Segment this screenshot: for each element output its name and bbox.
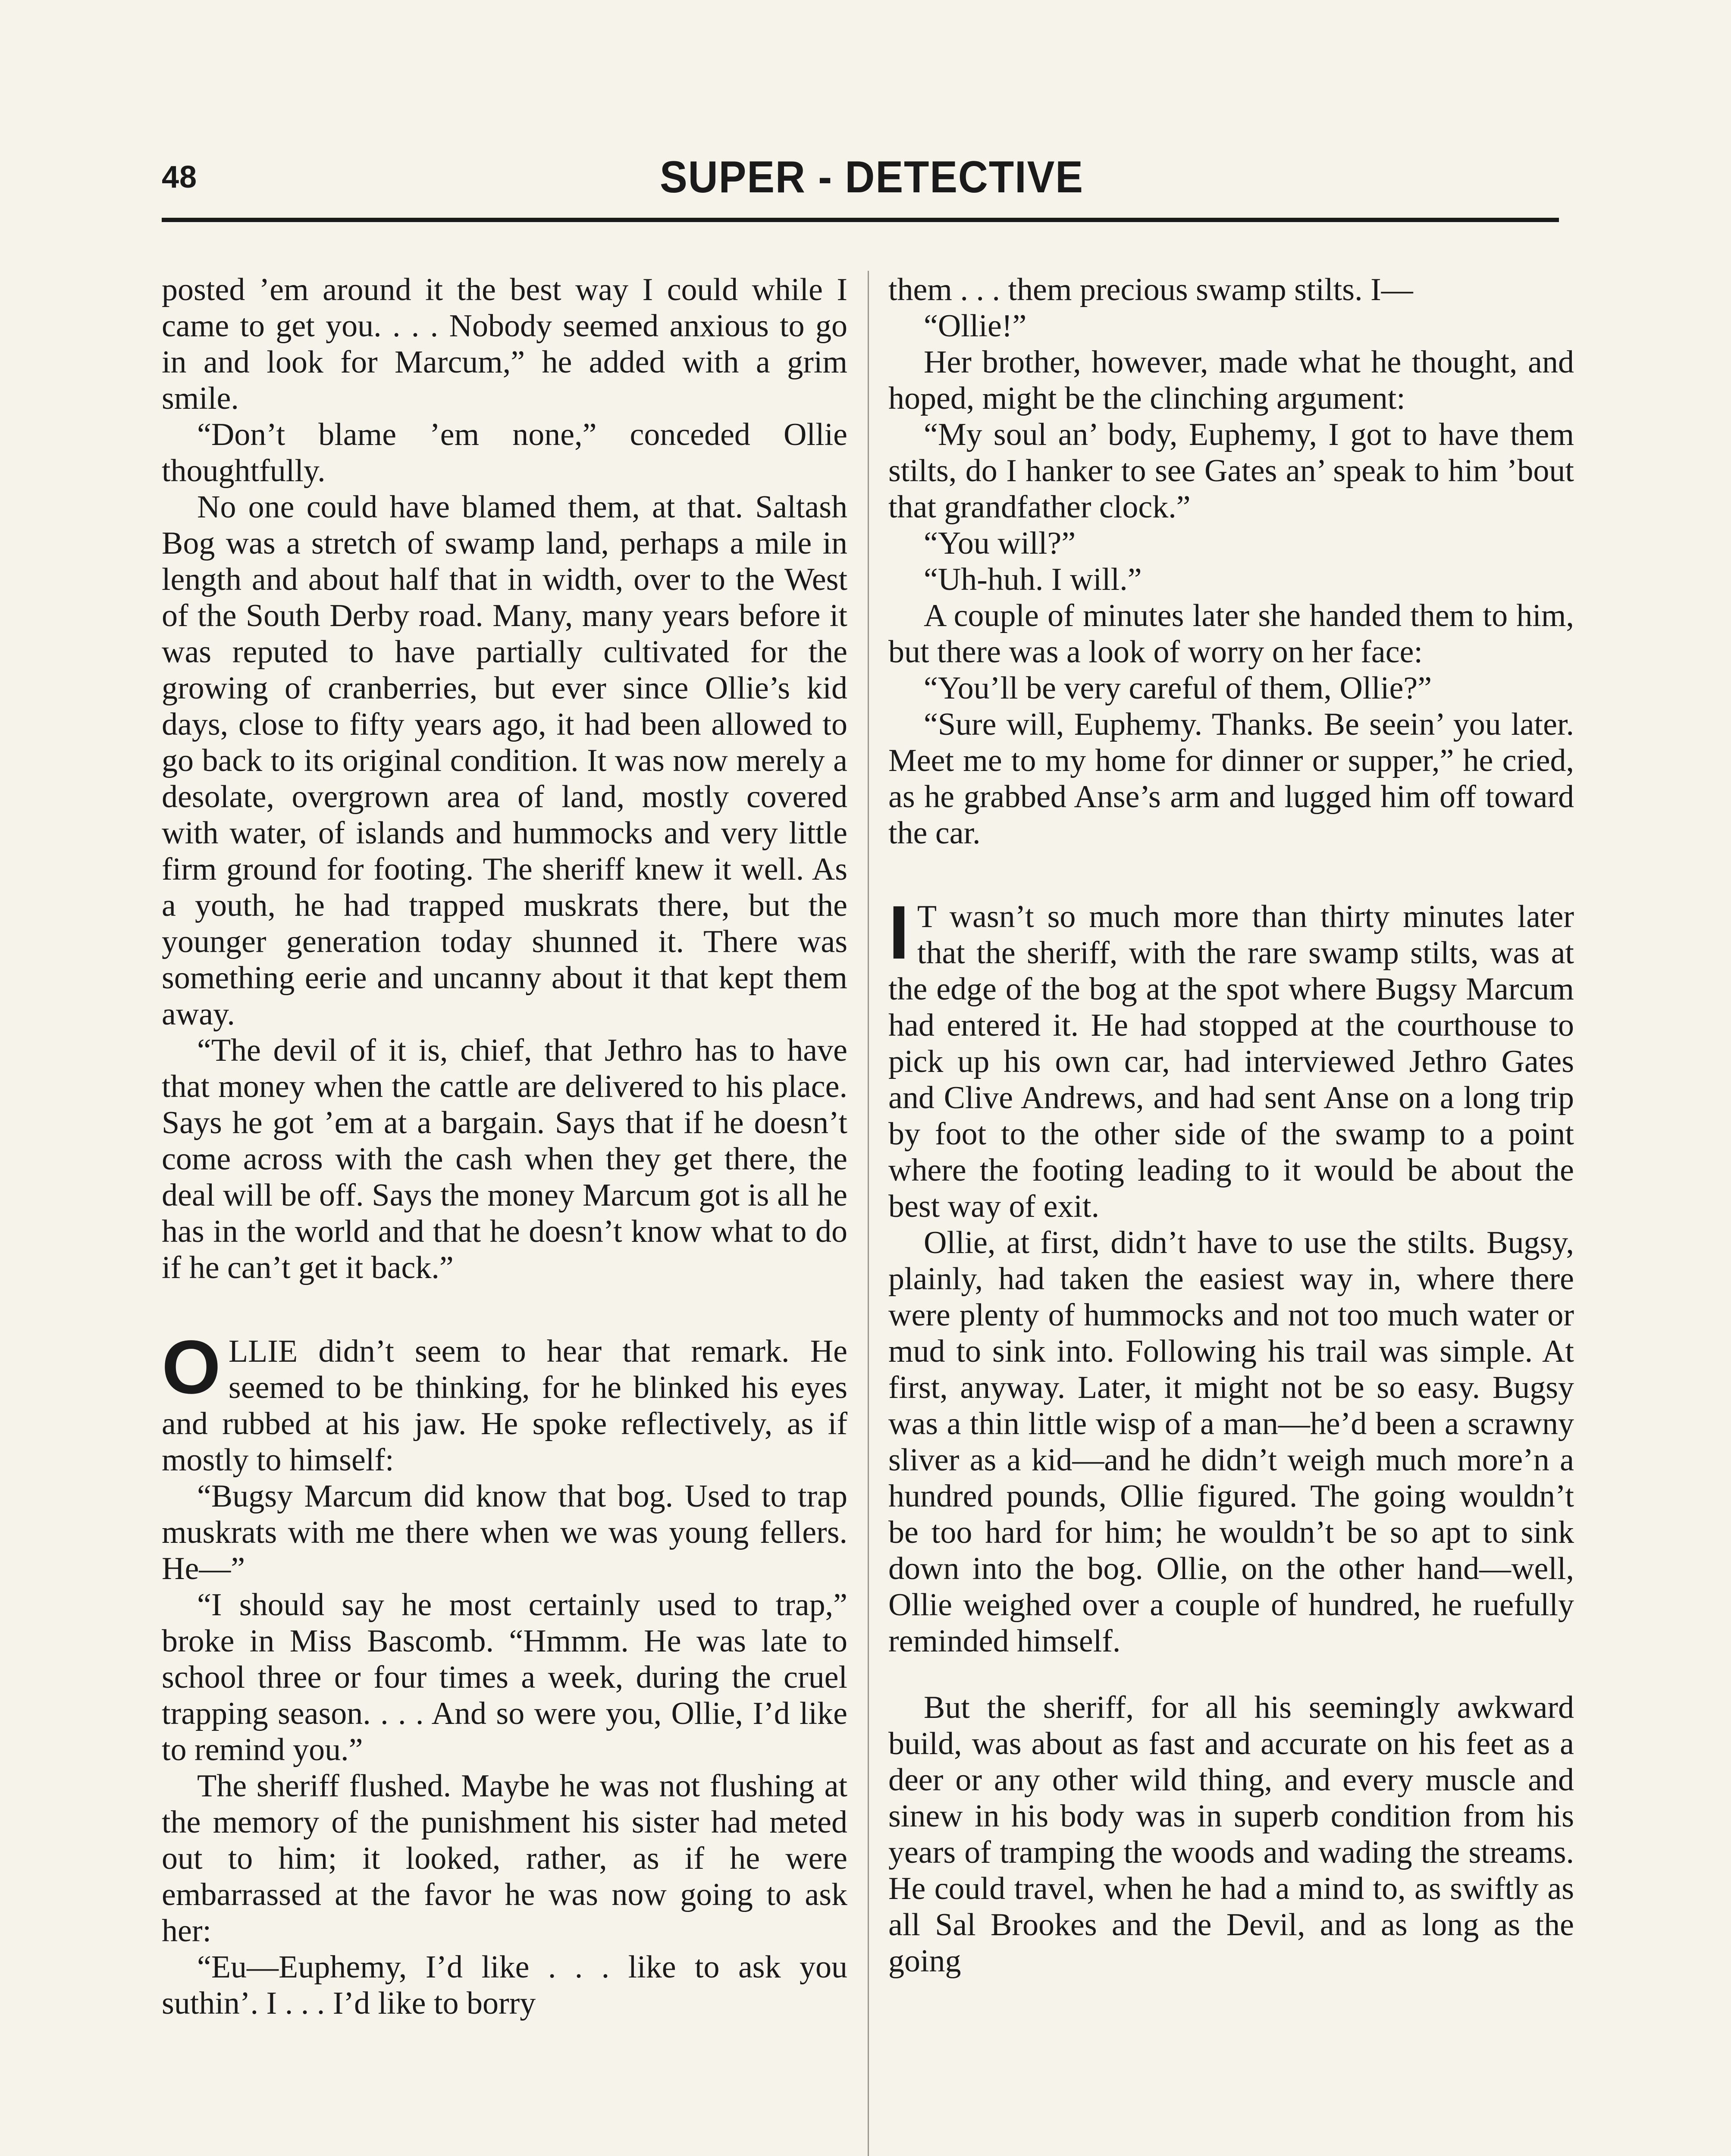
paragraph	[888, 561, 1574, 598]
paragraph-text: Her brother, however, made what he thought, and hoped, might be the clinching argument:	[888, 345, 1574, 416]
paragraph-text: “I should say he most certainly used to trap,” broke in Miss Bascomb. “Hmmm. He was late to school three or four times a week, during the cruel trapping season. . . . And so were you, Ollie, I’d like to remind you.”	[162, 1587, 847, 1767]
paragraph-text: LLIE didn’t seem to hear that remark. He seemed to be thinking, for he blinked his eyes and rubbed at his jaw. He spoke reflectively, as if mostly to himself:	[162, 1334, 847, 1478]
paragraph-text: “The devil of it is, chief, that Jethro has to have that money when the cattle are delivered to his place. Says he got ’em at a bargain. Says that if he doesn’t come across with the cash when they get there, the deal will be off. Says the money Marcum got is all he has in the world and that he doesn’t know what to do if he can’t get it back.”	[162, 1033, 847, 1285]
section-start-paragraph	[162, 1325, 847, 1478]
paragraph-text: “Don’t blame ’em none,” conceded Ollie thoughtfully.	[162, 417, 847, 489]
right-column	[888, 272, 1574, 1979]
paragraph	[162, 1768, 847, 1949]
paragraph-text: Ollie, at first, didn’t have to use the stilts. Bugsy, plainly, had taken the easiest way in, where there were plenty of hummocks and not too much water or mud to sink into. Following his trail was simple. At first, anyway. Later, it might not be so easy. Bugsy was a thin little wisp of a man—he’d been a scrawny sliver as a kid—and he didn’t weigh much more’n a hundred pounds, Ollie figured. The going wouldn’t be too hard for him; he wouldn’t be so apt to sink down into the bog. Ollie, on the other hand—well, Ollie weighed over a couple of hundred, he ruefully reminded himself.	[888, 1225, 1574, 1659]
drop-cap: I	[888, 890, 909, 975]
paragraph-text: “You will?”	[924, 526, 1076, 561]
paragraph	[888, 525, 1574, 561]
column-divider	[868, 271, 869, 2156]
paragraph-text: A couple of minutes later she handed them to him, but there was a look of worry on her face:	[888, 598, 1574, 670]
paragraph	[162, 489, 847, 1032]
section-start-paragraph	[888, 890, 1574, 1225]
magazine-title: SUPER - DETECTIVE	[660, 152, 1084, 202]
paragraph	[888, 308, 1574, 344]
paragraph	[888, 706, 1574, 851]
paragraph-text: “My soul an’ body, Euphemy, I got to have them stilts, do I hanker to see Gates an’ speak to him ’bout that grandfather clock.”	[888, 417, 1574, 525]
paragraph	[162, 1949, 847, 2021]
paragraph	[162, 1478, 847, 1587]
paragraph	[888, 670, 1574, 706]
paragraph	[162, 1587, 847, 1768]
paragraph-text: “Sure will, Euphemy. Thanks. Be seein’ you later. Meet me to my home for dinner or supper,” he cried, as he grabbed Anse’s arm and lugged him off toward the car.	[888, 707, 1574, 851]
paragraph	[888, 598, 1574, 670]
paragraph-text: “Eu—Euphemy, I’d like . . . like to ask you suthin’. I . . . I’d like to borry	[162, 1949, 847, 2021]
paragraph-text: But the sheriff, for all his seemingly awkward build, was about as fast and accurate on his feet as a deer or any other wild thing, and every muscle and sinew in his body was in superb condition from his years of tramping the woods and wading the streams. He could travel, when he had a mind to, as swiftly as all Sal Brookes and the Devil, and as long as the going	[888, 1690, 1574, 1979]
paragraph-text: “You’ll be very careful of them, Ollie?”	[924, 671, 1432, 706]
paragraph-text: posted ’em around it the best way I could while I came to get you. . . . Nobody seemed anxious to go in and look for Marcum,” he added with a grim smile.	[162, 272, 847, 416]
paragraph-text: “Uh-huh. I will.”	[924, 562, 1142, 597]
paragraph	[888, 417, 1574, 525]
left-column	[162, 272, 847, 2021]
header-rule	[162, 218, 1559, 222]
paragraph	[888, 1689, 1574, 1979]
paragraph	[162, 417, 847, 489]
paragraph-text: T wasn’t so much more than thirty minutes later that the sheriff, with the rare swamp stilts, was at the edge of the bog at the spot where Bugsy Marcum had entered it. He had stopped at the courthouse to pick up his own car, had interviewed Jethro Gates and Clive Andrews, and had sent Anse on a long trip by foot to the other side of the swamp to a point where the footing leading to it would be about the best way of exit.	[888, 899, 1574, 1224]
paragraph-text: No one could have blamed them, at that. Saltash Bog was a stretch of swamp land, perhaps a mile in length and about half that in width, over to the West of the South Derby road. Many, many years before it was reputed to have partially cultivated for the growing of cranberries, but ever since Ollie’s kid days, close to fifty years ago, it had been allowed to go back to its original condition. It was now merely a desolate, overgrown area of land, mostly covered with water, of islands and hummocks and very little firm ground for footing. The sheriff knew it well. As a youth, he had trapped muskrats there, but the younger generation today shunned it. There was something eerie and uncanny about it that kept them away.	[162, 489, 847, 1032]
paragraph-text: The sheriff flushed. Maybe he was not flushing at the memory of the punishment his sister had meted out to him; it looked, rather, as if he were embarrassed at the favor he was now going to ask her:	[162, 1768, 847, 1949]
drop-cap: O	[162, 1325, 221, 1410]
paragraph-text: them . . . them precious swamp stilts. I—	[888, 272, 1413, 307]
paragraph-text: “Bugsy Marcum did know that bog. Used to trap muskrats with me there when we was young fellers. He—”	[162, 1479, 847, 1586]
paragraph	[888, 272, 1574, 308]
paragraph	[162, 272, 847, 417]
paragraph	[888, 1225, 1574, 1659]
paragraph-text: “Ollie!”	[924, 308, 1027, 344]
page-number: 48	[162, 160, 198, 194]
paragraph	[888, 344, 1574, 417]
paragraph	[162, 1032, 847, 1286]
